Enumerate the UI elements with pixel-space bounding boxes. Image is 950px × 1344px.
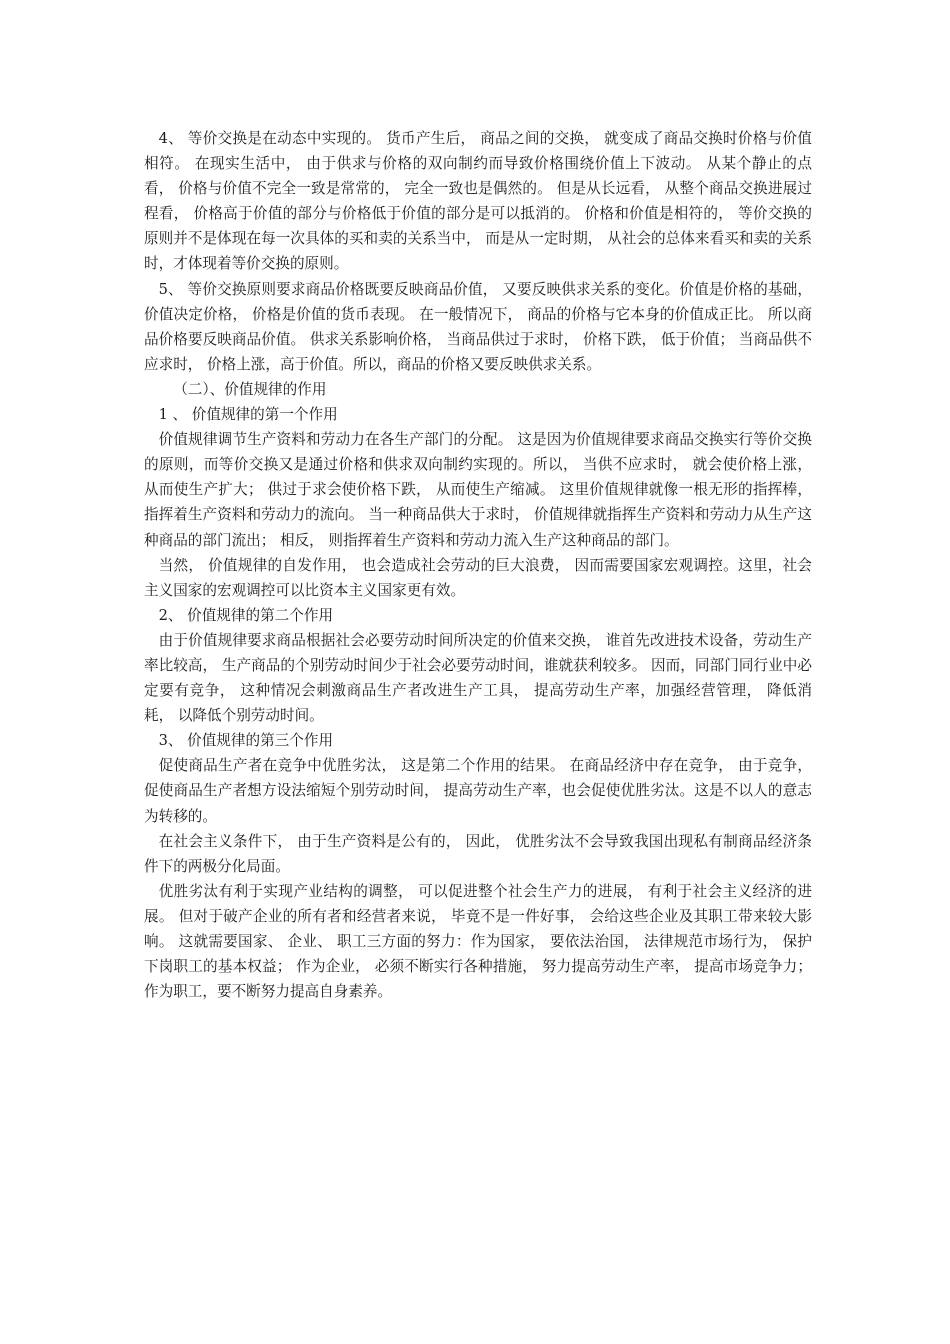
paragraph-second-function: 由于价值规律要求商品根据社会必要劳动时间所决定的价值来交换， 谁首先改进技术设备，劳动生产率比较高， 生产商品的个别劳动时间少于社会必要劳动时间，谁就获利较多。 因而，同部门同行业中必定要有竞争， 这种情况会刺激商品生产者改进生产工具， 提高劳动生产率，加强经营管理， 降低消耗， 以降低个别劳动时间。 [144, 631, 812, 725]
paragraph-equal-exchange-dynamic: 4、 等价交换是在动态中实现的。 货币产生后， 商品之间的交换， 就变成了商品交换时价格与价值相符。 在现实生活中， 由于供求与价格的双向制约而导致价格围绕价值上下波动。 从某个静止的点看， 价格与价值不完全一致是常常的， 完全一致也是偶然的。 但是从长远看， 从整个商品交换进展过程看， 价格高于价值的部分与价格低于价值的部分是可以抵消的。 价格和价值是相符的， 等价交换的原则并不是体现在每一次具体的买和卖的关系当中， 而是从一定时期， 从社会的总体来看买和卖的关系时，才体现着等价交换的原则。 [144, 130, 812, 273]
paragraph-first-function: 价值规律调节生产资料和劳动力在各生产部门的分配。 这是因为价值规律要求商品交换实行等价交换的原则，而等价交换又是通过价格和供求双向制约实现的。所以， 当供不应求时， 就会使价格上涨， 从而使生产扩大； 供过于求会使价格下跌， 从而使生产缩减。 这里价值规律就像一根无形的指挥棒， 指挥着生产资料和劳动力的流向。 当一种商品供大于求时， 价值规律就指挥生产资料和劳动力从生产这种商品的部门流出； 相反， 则指挥着生产资料和劳动力流入生产这种商品的部门。 [144, 431, 812, 549]
heading-first-function: 1 、 价值规律的第一个作用 [158, 406, 338, 424]
section-heading-law-of-value-functions: （二）、价值规律的作用 [173, 380, 327, 398]
paragraph-socialist-conditions: 在社会主义条件下， 由于生产资料是公有的， 因此， 优胜劣汰不会导致我国出现私有制商品经济条件下的两极分化局面。 [144, 832, 812, 875]
document-body [144, 126, 812, 1004]
paragraph-third-function: 促使商品生产者在竞争中优胜劣汰， 这是第二个作用的结果。 在商品经济中存在竞争， 由于竞争， 促使商品生产者想方设法缩短个别劳动时间， 提高劳动生产率，也会促使优胜劣汰。这是不以人的意志为转移的。 [144, 757, 812, 825]
paragraph-macro-control: 当然， 价值规律的自发作用， 也会造成社会劳动的巨大浪费， 因而需要国家宏观调控。这里，社会主义国家的宏观调控可以比资本主义国家更有效。 [144, 556, 812, 599]
heading-third-function: 3、 价值规律的第三个作用 [158, 732, 334, 750]
paragraph-equal-exchange-principle: 5、 等价交换原则要求商品价格既要反映商品价值， 又要反映供求关系的变化。价值是价格的基础， 价值决定价格， 价格是价值的货币表现。 在一般情况下， 商品的价格与它本身的价值成正比。 所以商品价格要反映商品价值。 供求关系影响价格， 当商品供过于求时， 价格下跌， 低于价值； 当商品供不应求时， 价格上涨，高于价值。所以，商品的价格又要反映供求关系。 [144, 280, 812, 373]
paragraph-survival-of-fittest: 优胜劣汰有利于实现产业结构的调整， 可以促进整个社会生产力的进展， 有利于社会主义经济的进展。 但对于破产企业的所有者和经营者来说， 毕竟不是一件好事， 会给这些企业及其职工带来较大影响。 这就需要国家、 企业、 职工三方面的努力：作为国家， 要依法治国， 法律规范市场行为， 保护下岗职工的基本权益； 作为企业， 必须不断实行各种措施， 努力提高劳动生产率， 提高市场竞争力； 作为职工，要不断努力提高自身素养。 [144, 882, 812, 1001]
heading-second-function: 2、 价值规律的第二个作用 [158, 606, 334, 624]
